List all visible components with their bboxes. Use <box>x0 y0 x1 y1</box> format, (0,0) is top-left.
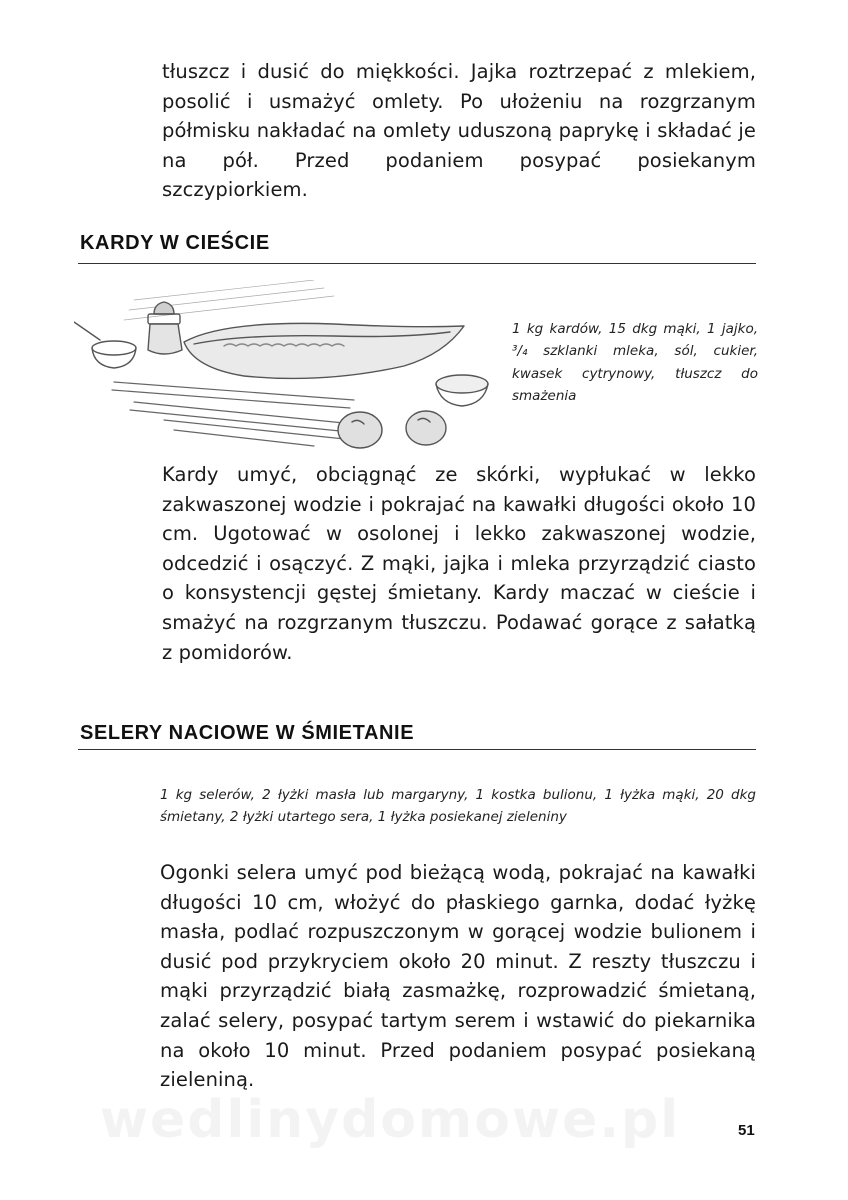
kardy-instructions: Kardy umyć, obciągnąć ze skórki, wypłukać w lekko zakwaszonej wodzie i pokrajać na kawałki długości około 10 cm. Ugotować w osolonej i lekko zakwaszonej wodzie, odcedzić i osączyć. Z mąki, jajka i mleka przyrządzić ciasto o konsystencji gęstej śmietany. Kardy maczać w cieście i smażyć na rozgrzanym tłuszczu. Podawać gorące z sałatką z pomidorów. <box>162 463 756 664</box>
intro-paragraph: tłuszcz i dusić do miękkości. Jajka roztrzepać z mlekiem, posolić i usmażyć omlety. Po ułożeniu na rozgrzanym półmisku nakładać na omlety uduszoną paprykę i składać je na pół. Przed podaniem posypać posiekanym szczypiorkiem. <box>162 60 756 202</box>
selery-ingredients: 1 kg selerów, 2 łyżki masła lub margaryny, 1 kostka bulionu, 1 łyżka mąki, 20 dkg śmietany, 2 łyżki utartego sera, 1 łyżka posiekanej zieleniny <box>160 787 756 826</box>
page-number: 51 <box>738 1122 755 1139</box>
recipe-title-kardy: KARDY W CIEŚCIE <box>80 232 270 254</box>
recipe-illustration <box>74 280 494 455</box>
selery-instructions: Ogonki selera umyć pod bieżącą wodą, pokrajać na kawałki długości 10 cm, włożyć do płaskiego garnka, dodać łyżkę masła, podlać rozpuszczonym w gorącej wodzie bulionem i dusić pod przykryciem około 20 minut. Z reszty tłuszczu i mąki przyrządzić białą zasmażkę, rozprowadzić śmietaną, zalać selery, posypać tartym serem i wstawić do piekarnika na około 10 minut. Przed podaniem posypać posiekaną zieleniną. <box>160 861 756 1092</box>
section-divider <box>78 749 756 750</box>
watermark: wedlinydomowe.pl <box>100 1090 681 1150</box>
section-divider <box>78 263 756 264</box>
recipe-title-selery: SELERY NACIOWE W ŚMIETANIE <box>80 722 415 744</box>
kardy-ingredients: 1 kg kardów, 15 dkg mąki, 1 jajko, ³/₄ szklanki mleka, sól, cukier, kwasek cytrynowy, tłuszcz do smażenia <box>512 321 758 405</box>
